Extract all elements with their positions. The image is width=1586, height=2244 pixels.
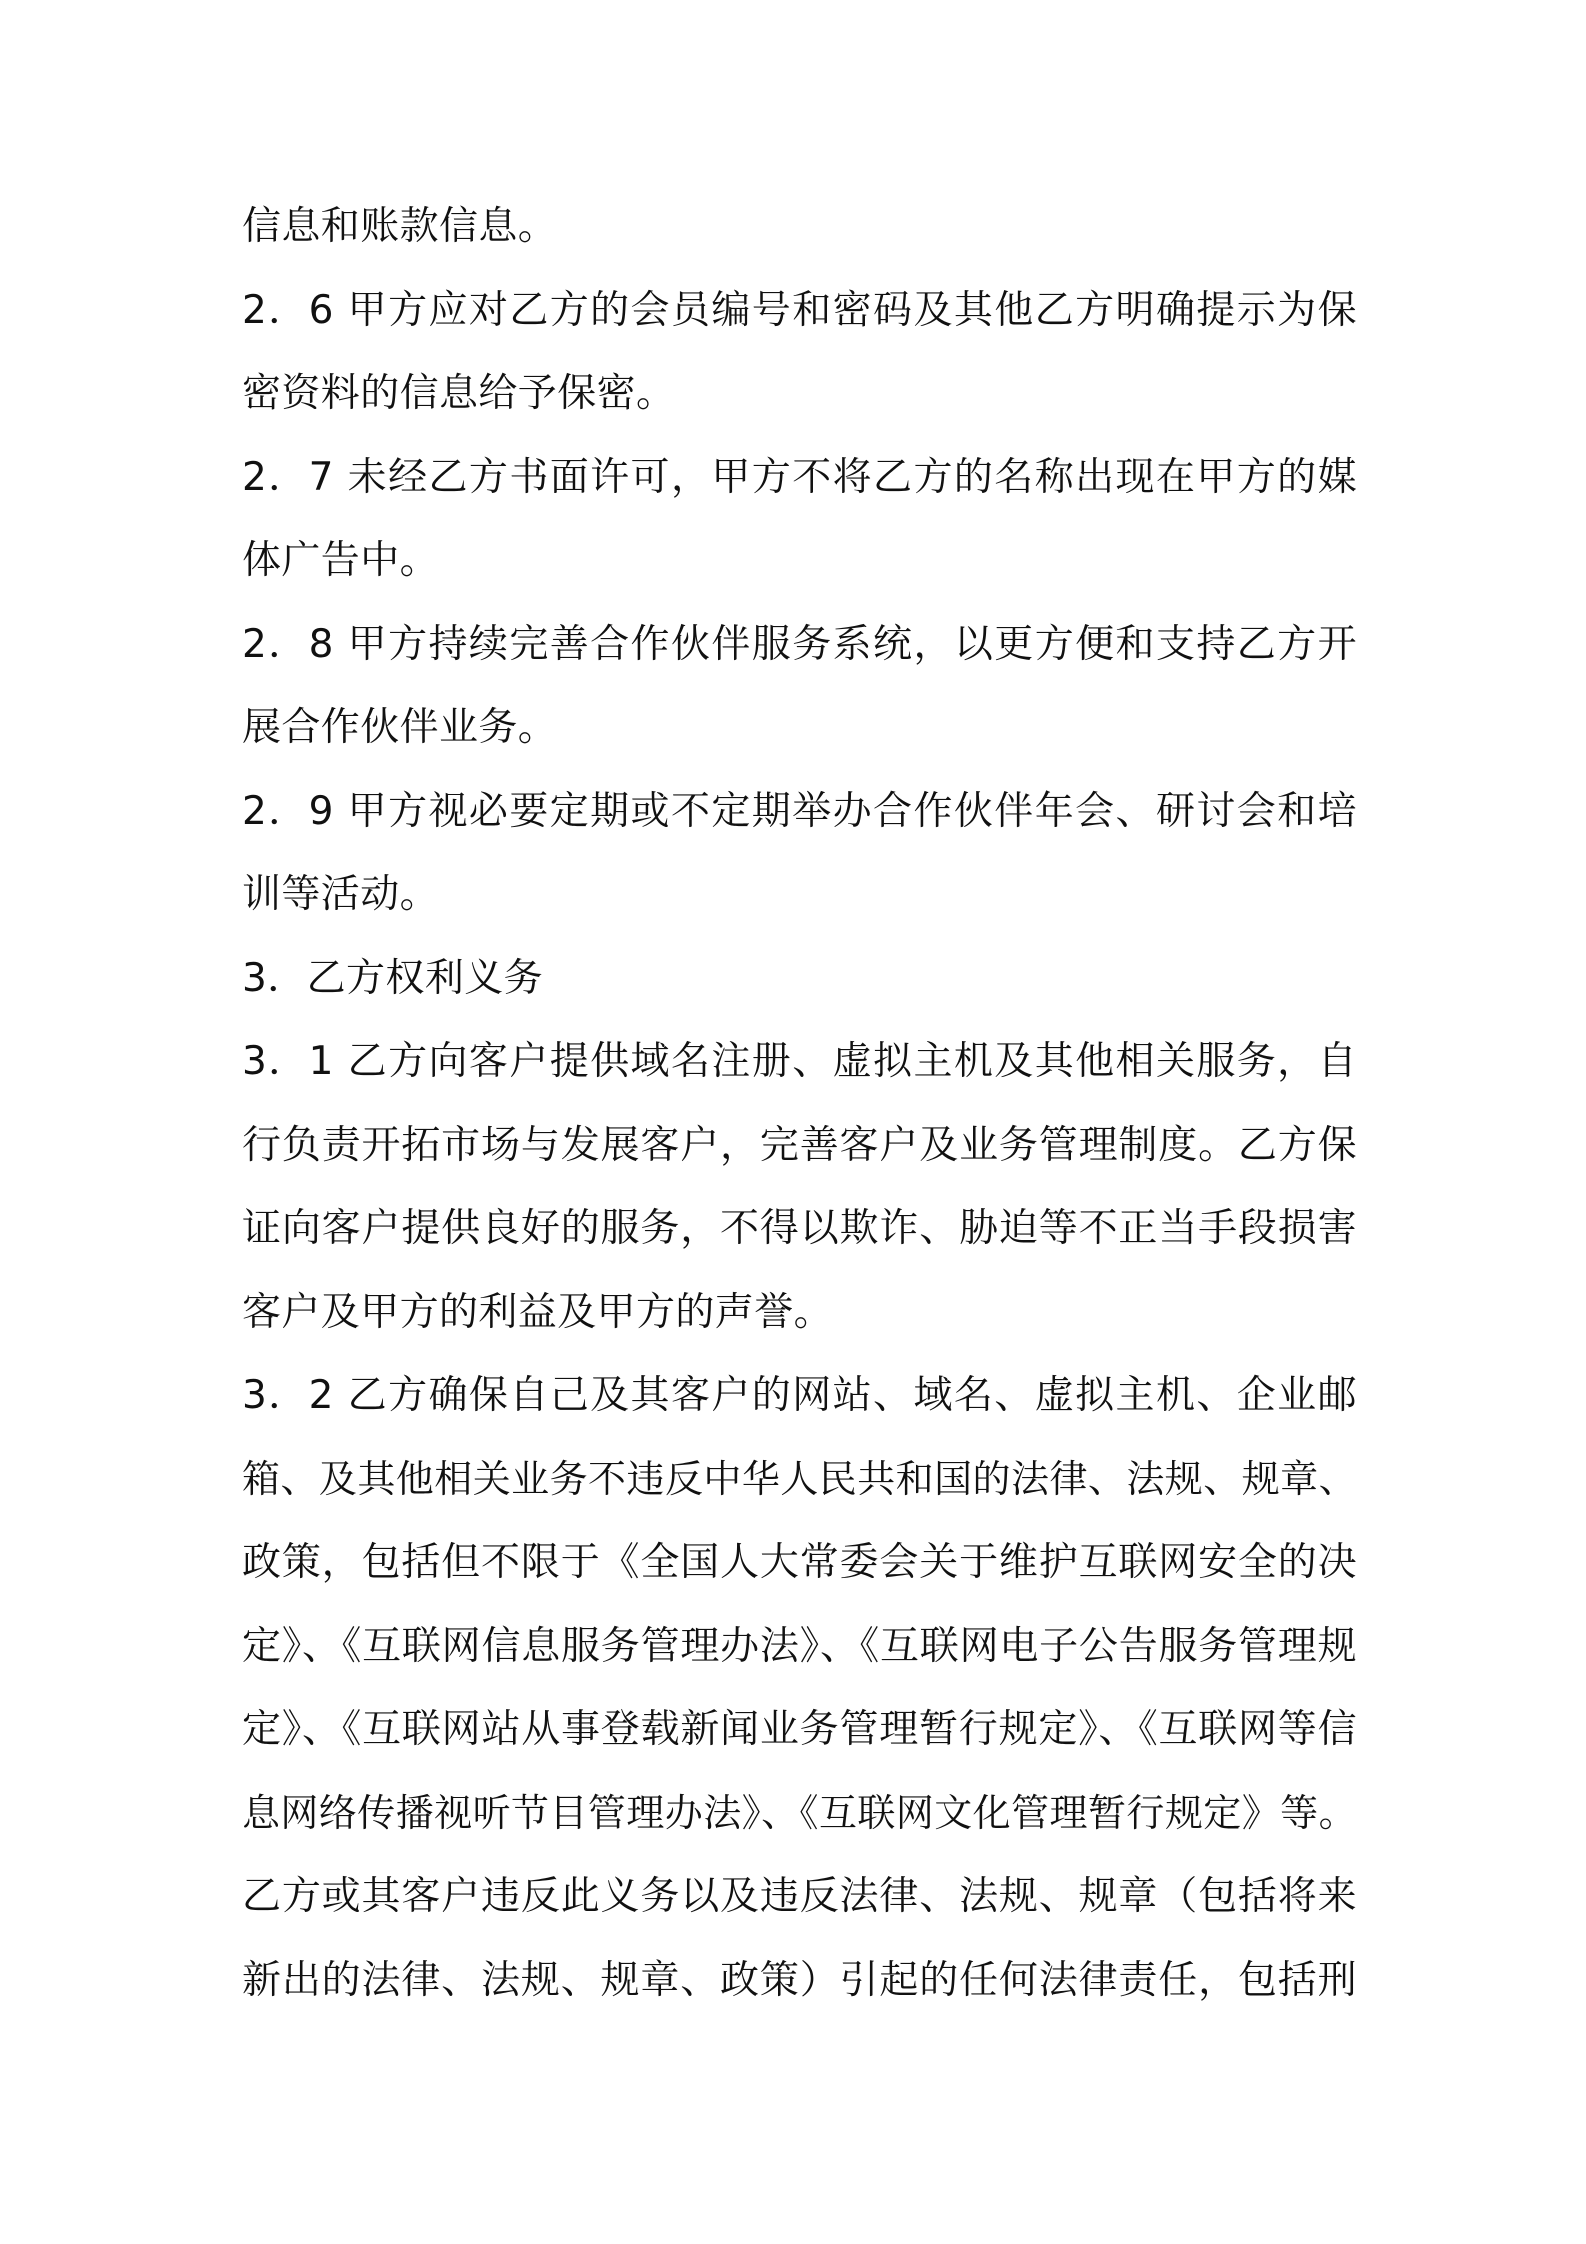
paragraph-line: 政策，包括但不限于《全国人大常委会关于维护互联网安全的决 bbox=[242, 1540, 1357, 1585]
paragraph-line: 客户及甲方的利益及甲方的声誉。 bbox=[242, 1289, 834, 1335]
paragraph-line: 箱、及其他相关业务不违反中华人民共和国的法律、法规、规章、 bbox=[242, 1456, 1357, 1501]
paragraph-line: 定》、《互联网信息服务管理办法》、《互联网电子公告服务管理规 bbox=[242, 1623, 1357, 1669]
paragraph-line: 证向客户提供良好的服务，不得以欺诈、胁迫等不正当手段损害 bbox=[242, 1206, 1357, 1251]
paragraph-line: 2．7 未经乙方书面许可，甲方不将乙方的名称出现在甲方的媒 bbox=[242, 454, 1357, 500]
paragraph-line: 训等活动。 bbox=[242, 872, 440, 917]
paragraph-line: 息网络传播视听节目管理办法》、《互联网文化管理暂行规定》等。 bbox=[242, 1790, 1357, 1835]
paragraph-line: 乙方或其客户违反此义务以及违反法律、法规、规章（包括将来 bbox=[242, 1874, 1357, 1919]
paragraph-line: 行负责开拓市场与发展客户，完善客户及业务管理制度。乙方保 bbox=[242, 1122, 1357, 1168]
paragraph-line: 信息和账款信息。 bbox=[242, 204, 558, 249]
paragraph-line: 2．6 甲方应对乙方的会员编号和密码及其他乙方明确提示为保 bbox=[242, 287, 1357, 333]
section-heading: 3．乙方权利义务 bbox=[242, 955, 544, 1001]
paragraph-line: 定》、《互联网站从事登载新闻业务管理暂行规定》、《互联网等信 bbox=[242, 1707, 1357, 1752]
paragraph-line: 展合作伙伴业务。 bbox=[242, 705, 558, 750]
paragraph-line: 2．9 甲方视必要定期或不定期举办合作伙伴年会、研讨会和培 bbox=[242, 788, 1357, 834]
document-body bbox=[242, 185, 1357, 2022]
paragraph-line: 3．2 乙方确保自己及其客户的网站、域名、虚拟主机、企业邮 bbox=[242, 1373, 1357, 1418]
paragraph-line: 密资料的信息给予保密。 bbox=[242, 371, 676, 416]
paragraph-line: 体广告中。 bbox=[242, 538, 440, 583]
paragraph-line: 新出的法律、法规、规章、政策）引起的任何法律责任，包括刑 bbox=[242, 1957, 1357, 2003]
paragraph-line: 3．1 乙方向客户提供域名注册、虚拟主机及其他相关服务，自 bbox=[242, 1039, 1357, 1084]
paragraph-line: 2．8 甲方持续完善合作伙伴服务系统，以更方便和支持乙方开 bbox=[242, 621, 1357, 667]
